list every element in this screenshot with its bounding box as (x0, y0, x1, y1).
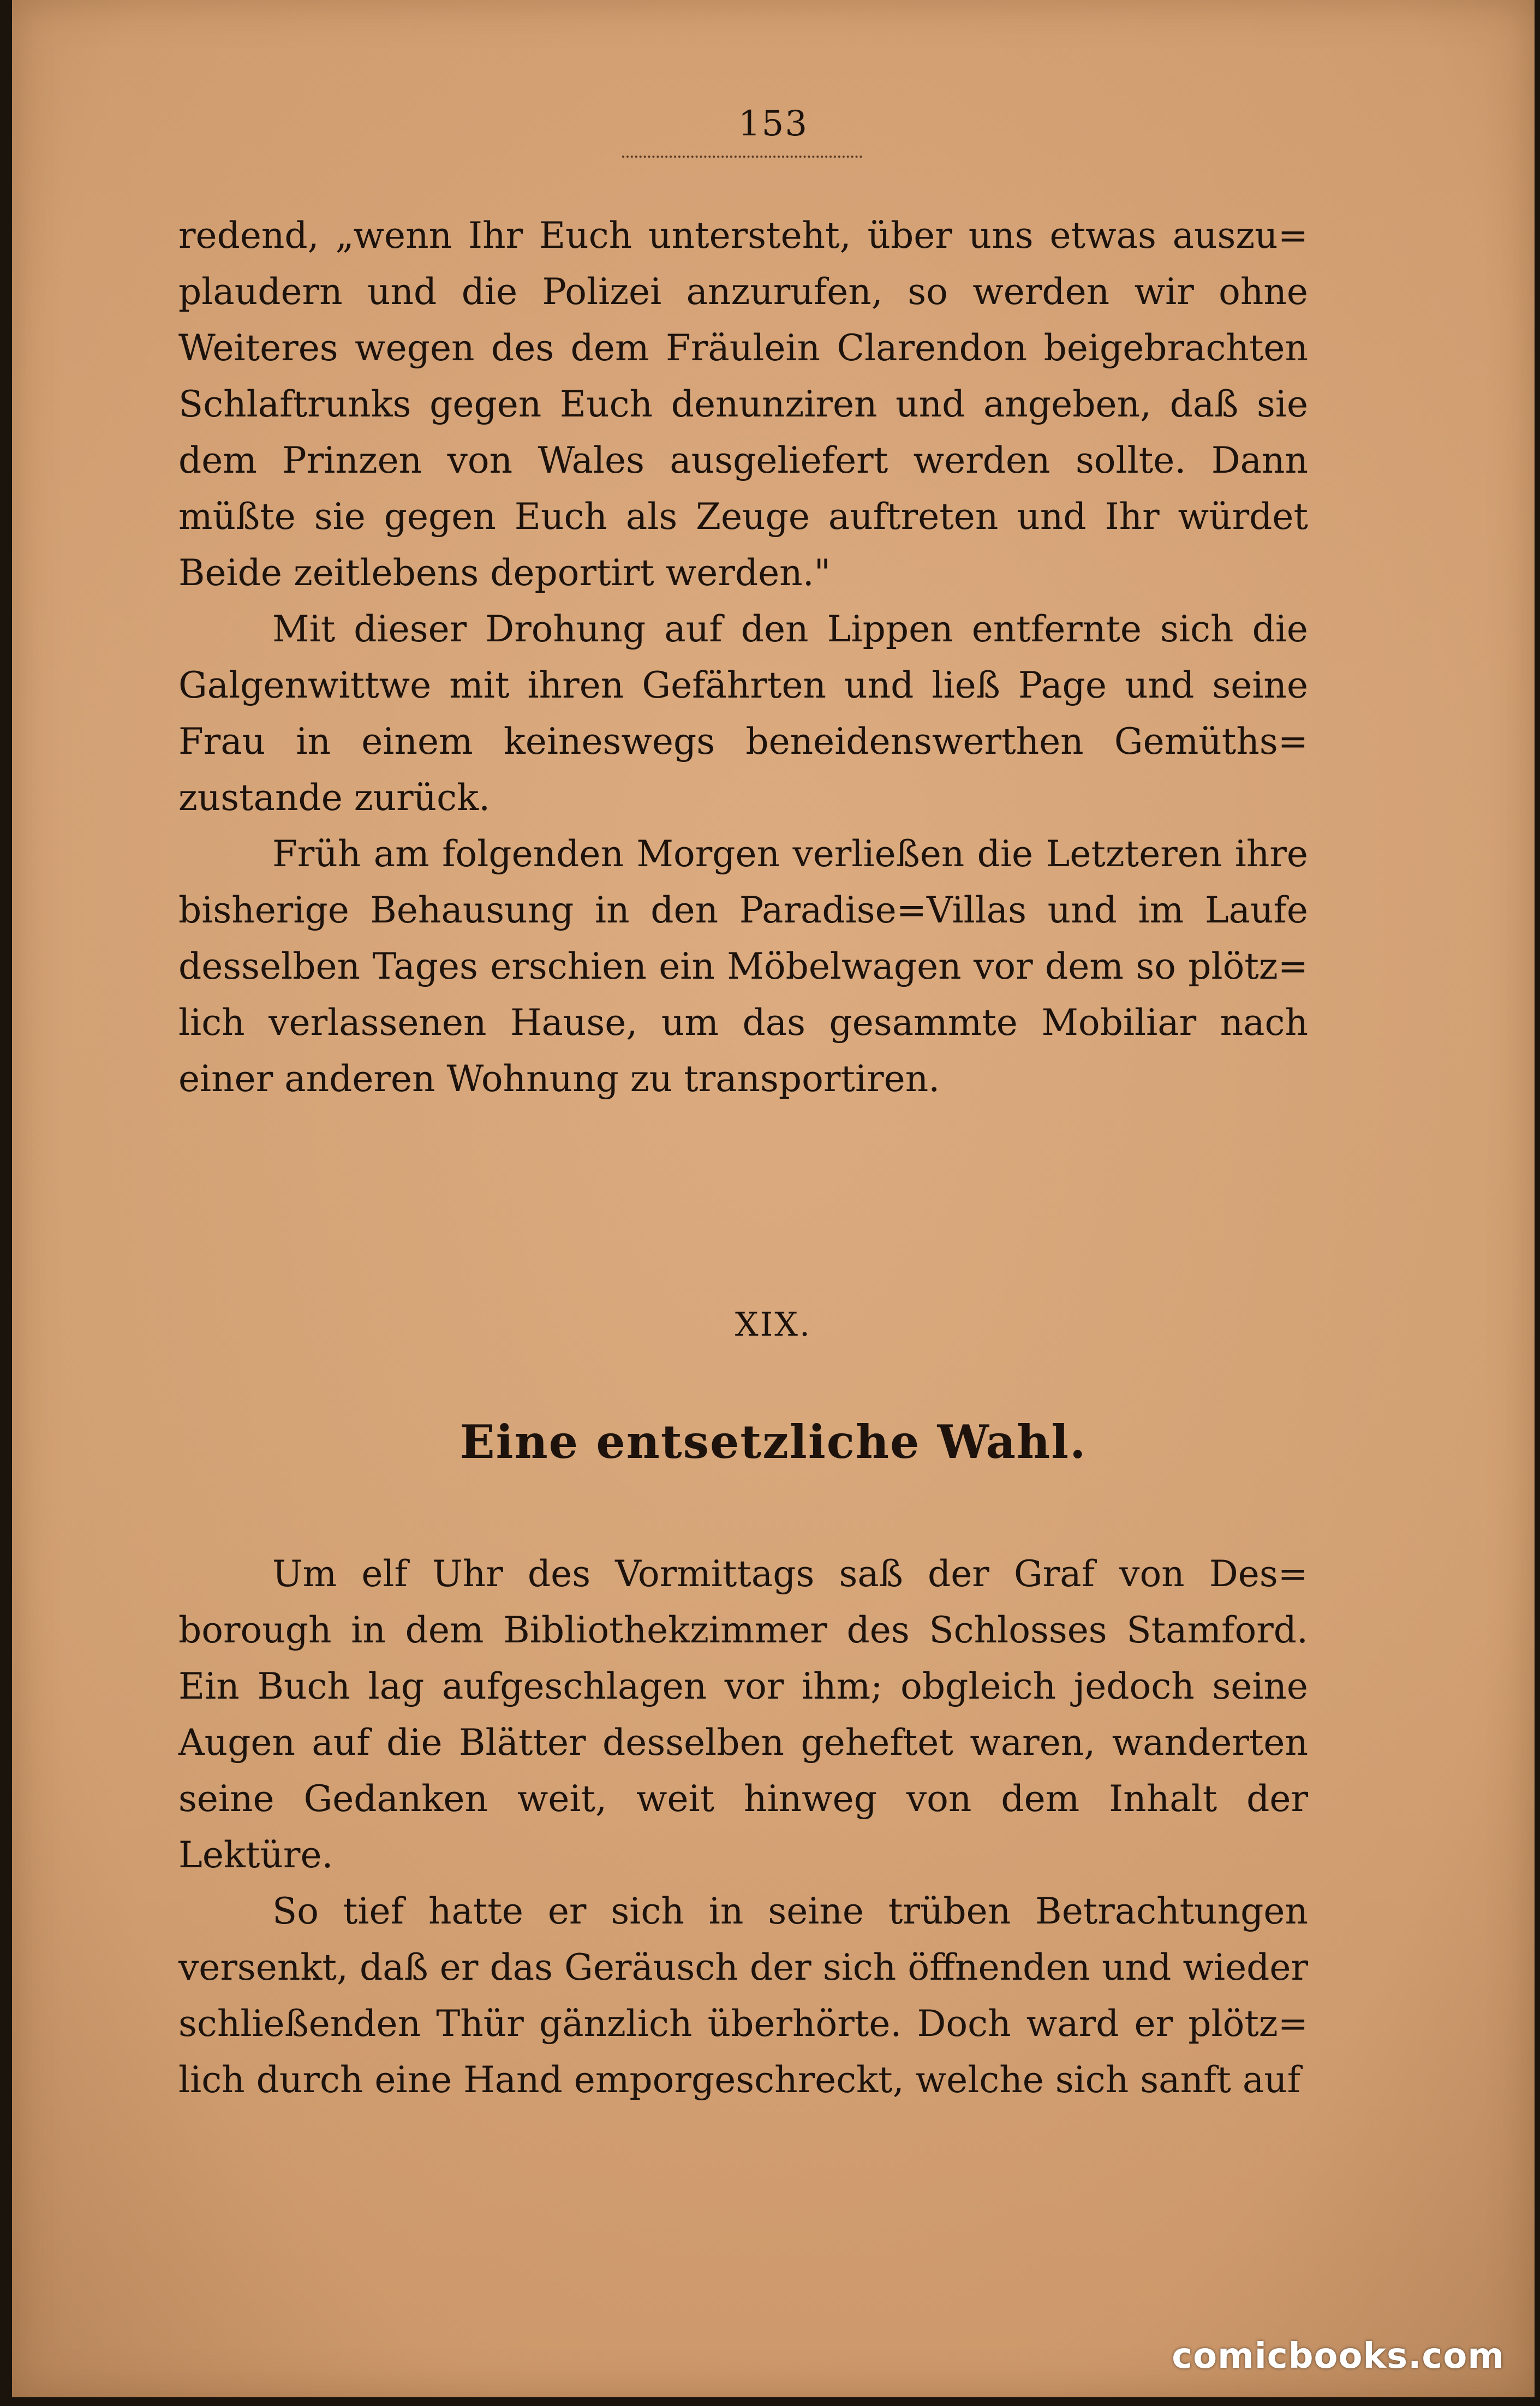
paragraph: So tief hatte er sich in seine trüben Betrachtungen versenkt, daß er das Geräusch der sich öffnenden und wieder schließenden Thür gänzlich überhörte. Doch ward er plötz= lich durch eine Hand emporgeschreckt, welche sich sanft auf (178, 1890, 1308, 2101)
paragraph-continuation: redend, „wenn Ihr Euch untersteht, über uns etwas auszu= plaudern und die Polizei anzurufen, so werden wir ohne Weiteres wegen des dem Fräulein Clarendon beigebrachten Schlaftrunks gegen Euch denunziren und angeben, daß sie dem Prinzen von Wales ausgeliefert werden sollte. Dann müßte sie gegen Euch als Zeuge auftreten und Ihr würdet Beide zeitlebens deportirt werden." (178, 215, 1308, 594)
chapter-number: XIX. (735, 1306, 812, 1344)
top-text-section (178, 207, 1308, 1107)
paragraph: Früh am folgenden Morgen verließen die Letzteren ihre bisherige Behausung in den Paradise=Villas und im Laufe desselben Tages erschien ein Möbelwagen vor dem so plötz= lich verlassenen Hause, um das gesammte Mobiliar nach einer anderen Wohnung zu transportiren. (178, 833, 1308, 1100)
book-page (12, 0, 1535, 2397)
paragraph: Mit dieser Drohung auf den Lippen entfernte sich die Galgenwittwe mit ihren Gefährten und ließ Page und seine Frau in einem keineswegs beneidenswerthen Gemüths= zustande zurück. (178, 608, 1308, 819)
page-number-rule (622, 156, 862, 165)
page-number: 153 (738, 104, 809, 144)
watermark: comicbooks.com (1172, 2336, 1505, 2377)
paragraph: Um elf Uhr des Vormittags saß der Graf von Des= borough in dem Bibliothekzimmer des Schlosses Stamford. Ein Buch lag aufgeschlagen vor ihm; obgleich jedoch seine Augen auf die Blätter desselben geheftet waren, wanderten seine Gedanken weit, weit hinweg von dem Inhalt der Lektüre. (178, 1553, 1308, 1876)
bottom-text-section (178, 1546, 1308, 2108)
chapter-title: Eine entsetzliche Wahl. (459, 1415, 1087, 1469)
